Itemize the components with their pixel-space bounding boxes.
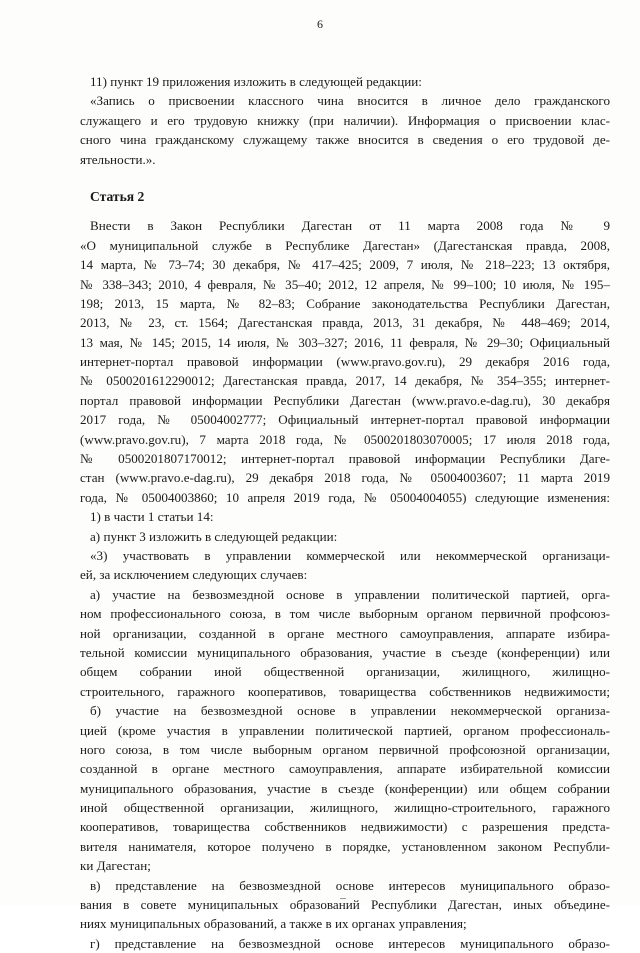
text-line: № 0500201807170012; интернет-портал правовой информации Республики Даге- [80,451,610,467]
text-line: ном профессионального союза, в том числе выборным органом первичной профсоюз- [80,606,610,622]
text-line: портал правовой информации Республики Дагестан (www.pravo.e-dag.ru), 30 декабря [80,392,610,408]
text-line: Внести в Закон Республики Дагестан от 11 марта 2008 года № 9 [90,218,610,234]
text-line: ниях муниципальных образований, а также в их органах управления; [80,916,467,932]
text-line: «О муниципальной службе в Республике Дагестан» (Дагестанская правда, 2008, [80,237,610,253]
paragraph-subclause-g [80,934,610,953]
text-line: общем собрании иной общественной организации, жилищного, жилищно- [80,664,610,680]
text-line: ной организации, созданной в органе местного самоуправления, аппарате избира- [80,625,610,641]
page-number: 6 [317,17,323,31]
text-line: 198; 2013, 15 марта, № 82–83; Собрание законодательства Республики Дагестан, [80,295,610,311]
item-1: 1) в части 1 статьи 14: [90,509,214,525]
text-line: иной общественной организации, жилищного, жилищно-строительного, гаражного [80,800,610,816]
text-line: кооперативов, товарищества собственников недвижимости) с разрешения предста- [80,819,610,835]
text-line: тельной комиссии муниципального образования, участие в съезде (конференции) или [80,644,610,660]
article-heading: Статья 2 [90,188,145,204]
text-line: строительного, гаражного кооперативов, товарищества собственников недвижимости; [80,683,610,699]
text-line: года, № 05004003860; 10 апреля 2019 года, № 05004004055) следующие изменения: [80,489,610,505]
paragraph-article2-intro [80,216,610,507]
text-line: цией (кроме участия в управлении политической партией, органом профессиональ- [80,722,610,738]
text-line: в) представление на безвозмездной основе интересов муниципального образо- [90,877,610,893]
text-line: ного союза, в том числе выборным органом первичной профсоюзной организации, [80,741,610,757]
text-line: 14 марта, № 73–74; 30 декабря, № 417–425; 2009, 7 июля, № 218–223; 13 октября, [80,257,610,273]
text-line: 2013, № 23, ст. 1564; Дагестанская правда, 2013, 31 декабря, № 448–469; 2014, [80,315,610,331]
text-line: муниципального образования, участие в съезде (конференции) или общем собрании [80,780,610,796]
text-line: г) представление на безвозмездной основе интересов муниципального образо- [90,935,610,951]
text-line: ки Дагестан; [80,858,151,874]
text-line: сного чина гражданскому служащему также вносится в сведения о его трудовой де- [80,132,610,148]
text-line: (www.pravo.gov.ru), 7 марта 2018 года, № 0500201803070005; 17 июля 2018 года, [80,431,610,447]
text-line: б) участие на безвозмездной основе в управлении некоммерческой организа- [90,703,610,719]
document-body [80,72,610,953]
text-line: вителя нанимателя, которое получено в порядке, установленном законом Республи- [80,838,610,854]
text-line: вания в совете муниципальных образований Республики Дагестан, иных объедине- [80,897,610,913]
text-line: 2017 года, № 05004002777; Официальный интернет-портал правовой информации [80,412,610,428]
text-line: созданной в органе местного самоуправления, аппарате избирательной комиссии [80,761,610,777]
text-line: «Запись о присвоении классного чина вносится в личное дело гражданского [90,93,610,109]
text-line: интернет-портал правовой информации (www.pravo.gov.ru), 29 декабря 2016 года, [80,354,610,370]
text-line: ятельности.». [80,151,156,167]
text-line: ей, за исключением следующих случаев: [80,567,308,583]
text-line: а) участие на безвозмездной основе в управлении политической партией, орга- [90,586,610,602]
paragraph-item-11 [80,72,610,169]
paragraph-subclause-a [80,585,610,701]
paragraph-clause-3 [80,546,610,585]
text-line: 11) пункт 19 приложения изложить в следующей редакции: [90,74,422,89]
text-line: стан (www.pravo.e-dag.ru), 29 декабря 2018 года, № 05004003607; 11 марта 2019 [80,470,610,486]
scan-mark [340,898,346,902]
text-line: «3) участвовать в управлении коммерческой или некоммерческой организаци- [90,547,610,563]
item-1a: а) пункт 3 изложить в следующей редакции: [90,528,338,544]
text-line: № 0500201612290012; Дагестанская правда, 2017, 14 декабря, № 354–355; интернет- [80,373,610,389]
text-line: служащего и его трудовую книжку (при наличии). Информация о присвоении клас- [80,112,610,128]
text-line: 13 мая, № 145; 2015, 14 июля, № 303–327; 2016, 11 февраля, № 29–30; Официальный [80,334,610,350]
paragraph-subclause-b [80,701,610,876]
text-line: № 338–343; 2010, 4 февраля, № 35–40; 2012, 12 апреля, № 99–100; 10 июля, № 195– [80,276,610,292]
